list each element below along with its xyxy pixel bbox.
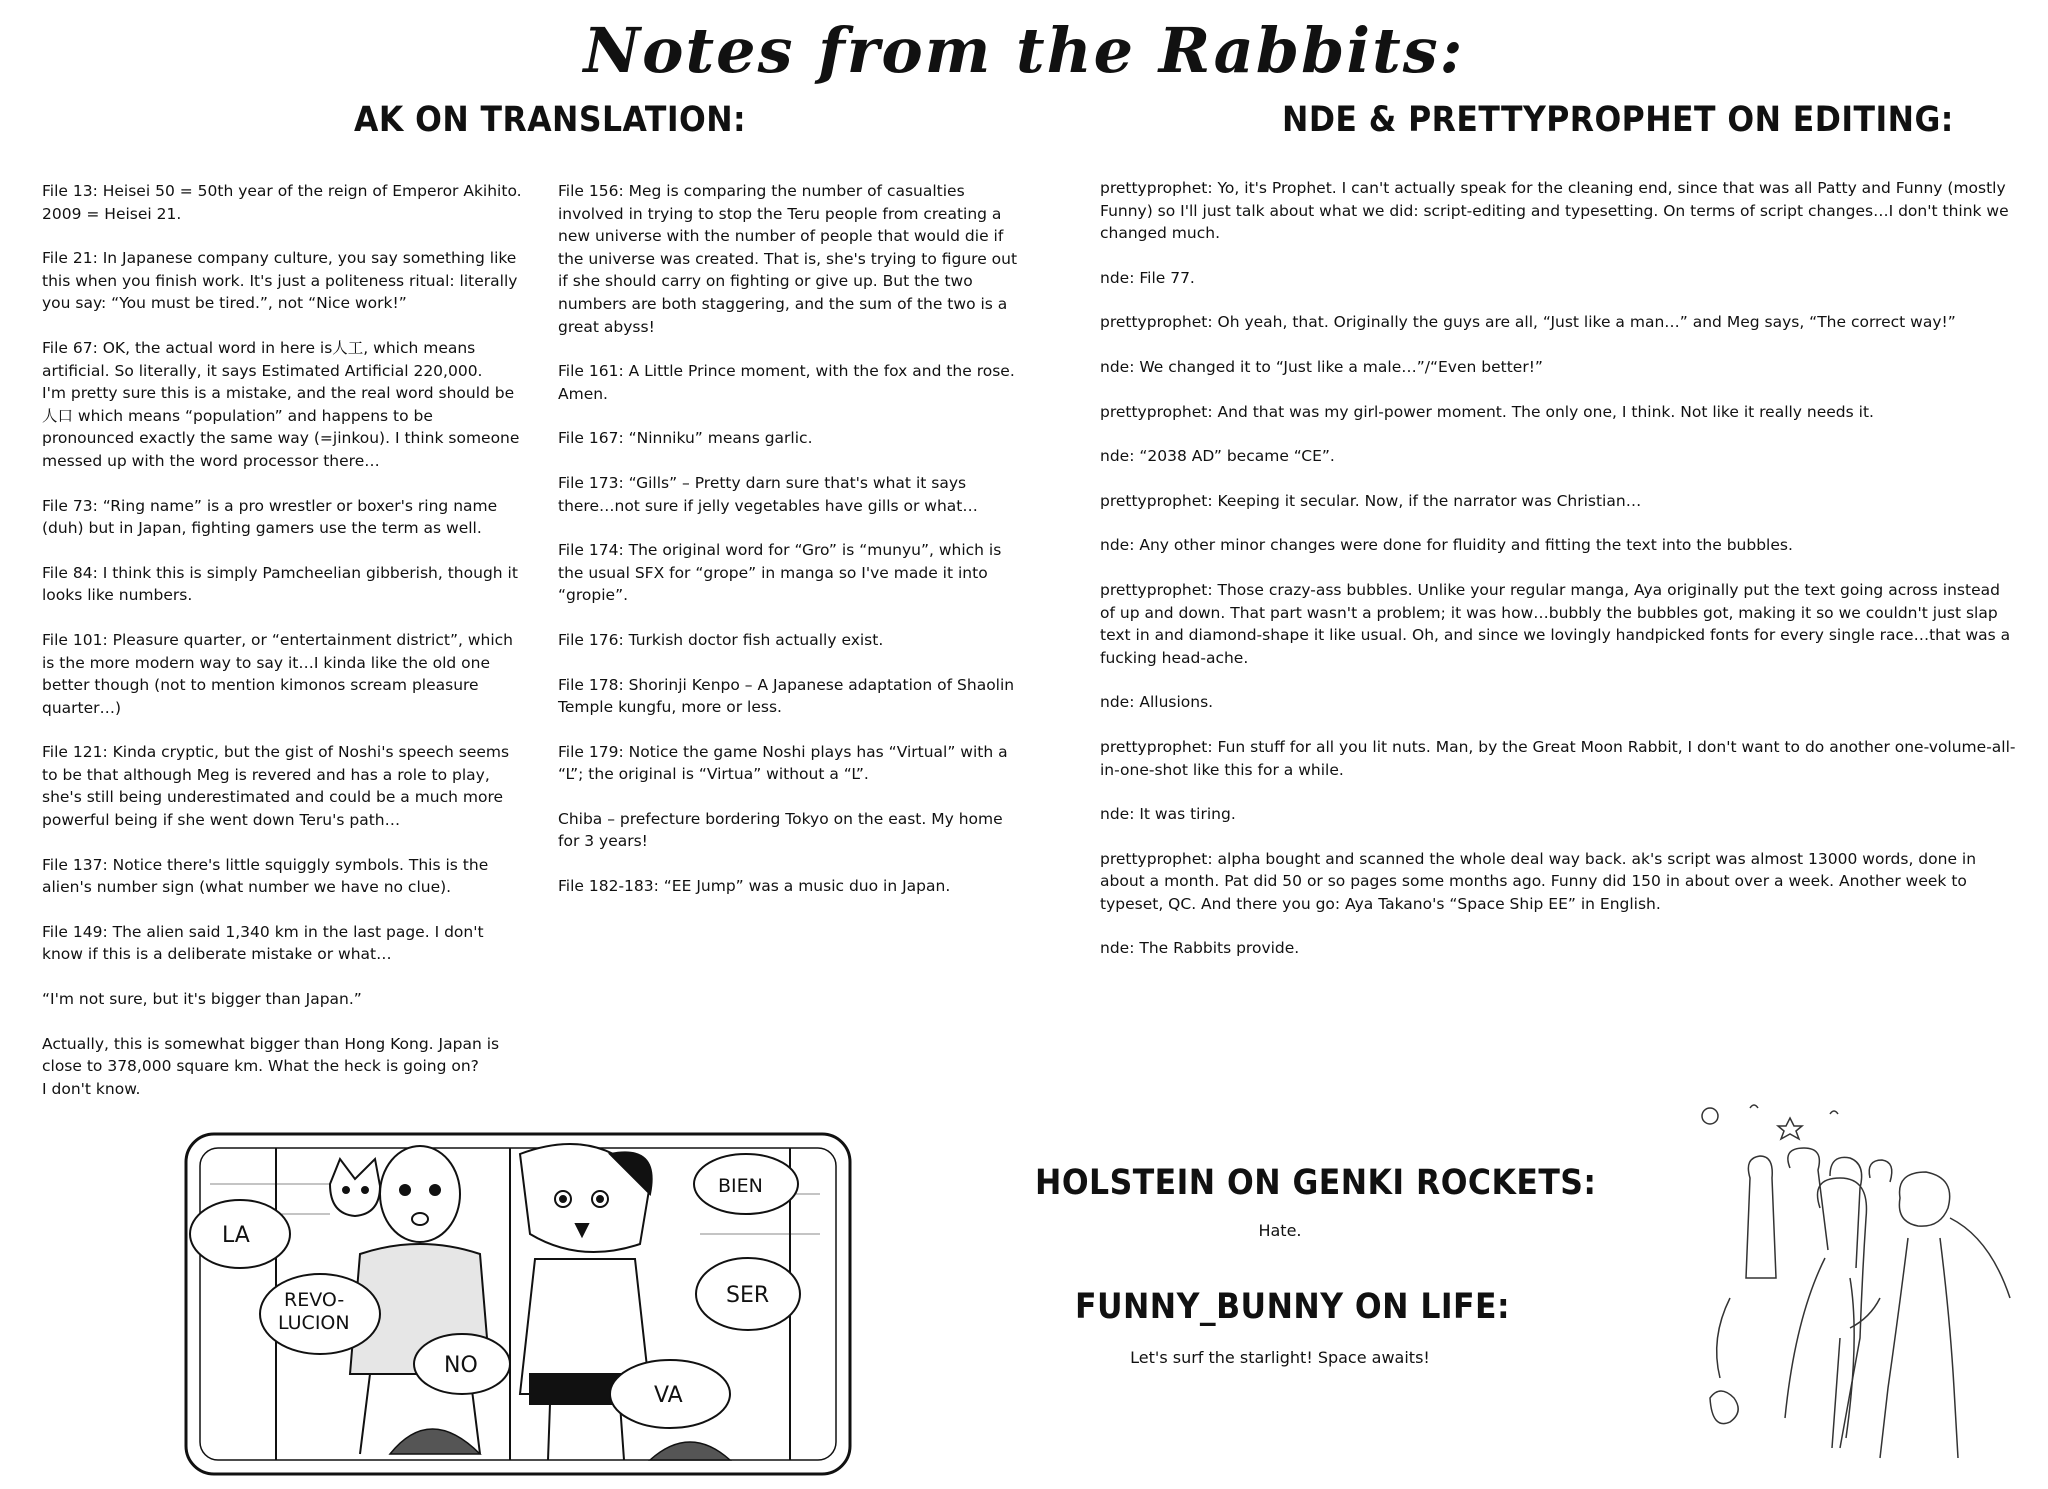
note-paragraph: prettyprophet: And that was my girl-power moment. The only one, I think. Not like it really needs it. — [1100, 402, 1874, 421]
holstein-heading: HOLSTEIN ON GENKI ROCKETS: — [1035, 1163, 1597, 1203]
funny-bunny-heading: FUNNY_BUNNY ON LIFE: — [1075, 1287, 1511, 1327]
note-paragraph: File 179: Notice the game Noshi plays has “Virtual” with a “L”; the original is “Virtua” without a “L”. — [558, 742, 1008, 784]
note-paragraph: File 178: Shorinji Kenpo – A Japanese adaptation of Shaolin Temple kungfu, more or less. — [558, 675, 1015, 717]
note-paragraph: File 182-183: “EE Jump” was a music duo in Japan. — [558, 877, 951, 896]
bubble-text-va: VA — [654, 1383, 683, 1408]
page-title: Notes from the Rabbits: — [583, 14, 1465, 87]
note-paragraph: “I'm not sure, but it's bigger than Japan.” — [42, 990, 362, 1009]
note-paragraph: File 137: Notice there's little squiggly symbols. This is the alien's number sign (what number we have no clue). — [42, 855, 489, 897]
holstein-text: Hate. — [1258, 1221, 1302, 1240]
note-paragraph: File 121: Kinda cryptic, but the gist of Noshi's speech seems to be that although Meg is revered and has a role to play, she's still being underestimated and could be a much more powerful being if she went down Teru's path… — [42, 743, 510, 830]
editing-heading: NDE & PRETTYPROPHET ON EDITING: — [1282, 100, 1954, 140]
note-paragraph: Chiba – prefecture bordering Tokyo on the east. My home for 3 years! — [558, 809, 1003, 851]
note-paragraph: nde: We changed it to “Just like a male…”/“Even better!” — [1100, 357, 1543, 376]
note-paragraph: nde: Allusions. — [1100, 693, 1214, 712]
note-paragraph: nde: File 77. — [1100, 268, 1195, 287]
bubble-text-lucion: LUCION — [278, 1312, 350, 1334]
note-paragraph: prettyprophet: Keeping it secular. Now, if the narrator was Christian… — [1100, 491, 1642, 510]
note-paragraph: File 13: Heisei 50 = 50th year of the reign of Emperor Akihito. 2009 = Heisei 21. — [42, 182, 522, 223]
note-paragraph: File 161: A Little Prince moment, with the fox and the rose. Amen. — [558, 362, 1015, 403]
note-paragraph: File 167: “Ninniku” means garlic. — [558, 429, 813, 448]
note-paragraph: nde: “2038 AD” became “CE”. — [1100, 447, 1335, 466]
note-paragraph: nde: Any other minor changes were done for fluidity and fitting the text into the bubbles. — [1100, 536, 1793, 555]
funny-bunny-text: Let's surf the starlight! Space awaits! — [1130, 1348, 1430, 1367]
note-paragraph: File 176: Turkish doctor fish actually exist. — [558, 630, 884, 649]
ak-heading: AK ON TRANSLATION: — [354, 100, 747, 140]
note-paragraph: File 21: In Japanese company culture, you say something like this when you finish work. It's just a politeness ritual: literally you say: “You must be tired.”, not “Nice work!” — [42, 249, 518, 313]
note-paragraph: File 174: The original word for “Gro” is “munyu”, which is the usual SFX for “grope” in manga so I've made it into “gropie”. — [558, 541, 1002, 605]
note-paragraph: File 156: Meg is comparing the number of casualties involved in trying to stop the Teru people from creating a new universe with the number of people that would die if the universe was created. That is, she's trying to figure out if she should carry on fighting or give up. But the two numbers are both staggering, and the sum of the two is a great abyss! — [558, 182, 1018, 336]
note-paragraph: File 173: “Gills” – Pretty darn sure that's what it says there…not sure if jelly vegetables have gills or what… — [558, 473, 978, 515]
note-paragraph: Actually, this is somewhat bigger than Hong Kong. Japan is close to 378,000 square km. What the heck is going on? I don't know. — [42, 1034, 500, 1098]
sketch-characters-illustration — [1690, 1098, 2020, 1468]
bubble-text-bien: BIEN — [718, 1175, 763, 1197]
moon-sketch — [1702, 1108, 1718, 1124]
star-sketch — [1778, 1118, 1802, 1139]
bubble-text-la: LA — [222, 1223, 250, 1248]
note-paragraph: prettyprophet: Fun stuff for all you lit nuts. Man, by the Great Moon Rabbit, I don't want to do another one-volume-all-in-one-shot like this for a while. — [1100, 737, 2016, 779]
editing-notes-column — [1100, 177, 2016, 960]
note-paragraph: prettyprophet: Yo, it's Prophet. I can't actually speak for the cleaning end, since that was all Patty and Funny (mostly Funny) so I'll just talk about what we did: script-editing and typesetting. On terms of script changes…I don't think we changed much. — [1100, 179, 2009, 243]
note-paragraph: File 67: OK, the actual word in here is人工, which means artificial. So literally, it says Estimated Artificial 220,000. I'm pretty sure this is a mistake, and the real word should be 人口 which means “population” and happens to be pronounced exactly the same way (=jinkou). I think someone messed up with the word processor there… — [42, 338, 520, 470]
note-paragraph: prettyprophet: Those crazy-ass bubbles. Unlike your regular manga, Aya originally put the text going across instead of up and down. That part wasn't a problem; it was how…bubbly the bubbles got, making it so we couldn't just slap text in and diamond-shape it like usual. Oh, and since we lovingly handpicked fonts for every single race…that was a fucking head-ache. — [1100, 580, 2011, 667]
ak-translation-column-1 — [42, 180, 522, 1100]
note-paragraph: nde: The Rabbits provide. — [1100, 939, 1300, 958]
note-paragraph: File 149: The alien said 1,340 km in the last page. I don't know if this is a deliberate mistake or what… — [42, 922, 484, 964]
ak-translation-column-2 — [558, 180, 1018, 898]
note-paragraph: File 84: I think this is simply Pamcheelian gibberish, though it looks like numbers. — [42, 563, 518, 605]
comic-panel-illustration — [180, 1124, 860, 1484]
note-paragraph: prettyprophet: alpha bought and scanned the whole deal way back. ak's script was almost 13000 words, done in about a month. Pat did 50 or so pages some months ago. Funny did 150 in about over a week. Another week to typeset, QC. And there you go: Aya Takano's “Space Ship EE” in English. — [1100, 849, 1977, 913]
bubble-text-revo: REVO- — [284, 1289, 345, 1311]
note-paragraph: prettyprophet: Oh yeah, that. Originally the guys are all, “Just like a man…” and Meg says, “The correct way!” — [1100, 313, 1956, 332]
bubble-text-ser: SER — [726, 1283, 770, 1308]
note-paragraph: nde: It was tiring. — [1100, 805, 1236, 824]
note-paragraph: File 73: “Ring name” is a pro wrestler or boxer's ring name (duh) but in Japan, fighting gamers use the term as well. — [42, 496, 498, 538]
bubble-text-no: NO — [444, 1353, 478, 1378]
note-paragraph: File 101: Pleasure quarter, or “entertainment district”, which is the more modern way to say it…I kinda like the old one better though (not to mention kimonos scream pleasure quarter…) — [42, 630, 513, 717]
